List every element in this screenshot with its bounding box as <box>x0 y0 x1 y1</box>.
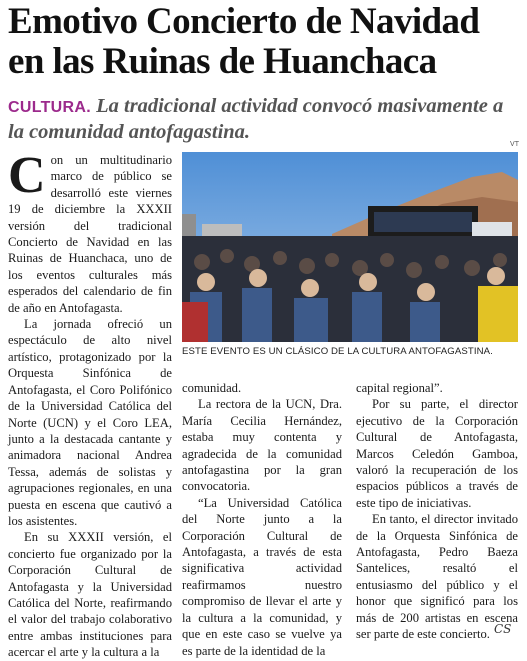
headline-line-2: en las Ruinas de Huanchaca <box>8 41 437 82</box>
paragraph <box>8 147 172 316</box>
paragraph: La jornada ofreció un espectáculo de alto nivel artístico, protagonizado por la Orquesta Sinfónica de Antofagasta, el Coro Polifónico de la Universidad Católica del Norte (UCN) y el Coro LEA, junto a la destacada cantante y animadora nacional Andrea Tessa, además de solistas y agrupaciones regionales, en una puesta en escena que cautivó a los asistentes. <box>8 317 172 528</box>
paragraph: En su XXXII versión, el concierto fue organizado por la Corporación Cultural de Antofagasta y la Universidad Católica del Norte, reafirmando el valor del trabajo colaborativo entre ambas instituciones para acercar el arte y la cultura a la <box>8 530 172 660</box>
concert-photo <box>182 152 518 342</box>
section-label: CULTURA. <box>8 99 91 116</box>
paragraph: capital regional”. <box>356 381 443 395</box>
drop-cap: C <box>8 147 46 204</box>
article-column-1 <box>8 147 172 661</box>
subtitle-text: La tradicional actividad convocó masivamente a la comunidad antofagastina. <box>8 95 504 143</box>
article-column-3 <box>356 380 518 643</box>
headline <box>8 2 523 82</box>
paragraph: comunidad. <box>182 381 242 395</box>
paragraph: Por su parte, el director ejecutivo de la Corporación Cultural de Antofagasta, Marcos Celedón Gamboa, valoró la recuperación de los espacios públicos a través de este tipo de iniciativas. <box>356 397 518 510</box>
paragraph-text: on un multitudinario marco de público se desarrolló este viernes 19 de diciembre la XXXII versión del tradicional Concierto de Navidad en las Ruinas de Huanchaca, uno de los eventos culturales más esperados del calendario de fin de año en Antofagasta. <box>8 153 172 315</box>
paragraph: En tanto, el director invitado de la Orquesta Sinfónica de Antofagasta, Pedro Baeza Santelices, resaltó el entusiasmo del público y el honor que significó para los más de 200 artistas en escena ser parte de este concierto. <box>356 512 518 642</box>
photo-caption: ESTE EVENTO ES UN CLÁSICO DE LA CULTURA ANTOFAGASTINA. <box>182 346 493 357</box>
author-signature: CS <box>494 622 512 636</box>
photo-credit: VT <box>510 141 519 148</box>
article-column-2 <box>182 380 342 659</box>
paragraph: La rectora de la UCN, Dra. María Cecilia Hernández, estaba muy contenta y agradecida de la comunidad antofagastina por la gran convocatoria. <box>182 397 342 494</box>
headline-line-1: Emotivo Concierto de Navidad <box>8 1 480 42</box>
paragraph: “La Universidad Católica del Norte junto a la Corporación Cultural de Antofagasta, a través de esta significativa actividad reafirmamos nuestro compromiso de llevar el arte y la cultura a la comunidad, y que en este caso se vuelve ya es parte de la identidad de la <box>182 495 342 658</box>
subtitle <box>8 94 523 145</box>
